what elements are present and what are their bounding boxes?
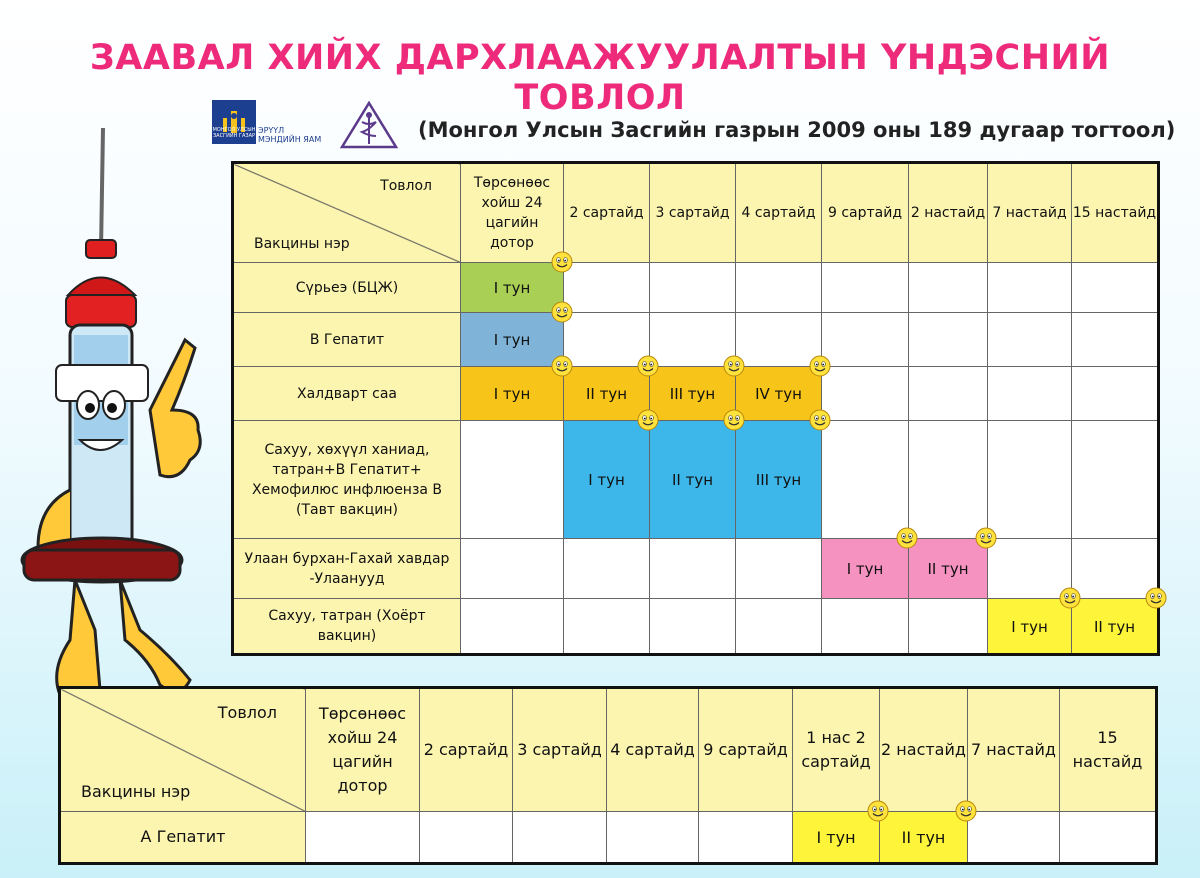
dose-label: I тун xyxy=(493,279,531,297)
page-title: ЗААВАЛ ХИЙХ ДАРХЛААЖУУЛАЛТЫН ҮНДЭСНИЙ ТОВЛОЛ xyxy=(89,38,1111,118)
empty-cell xyxy=(1072,421,1159,539)
empty-cell xyxy=(736,599,822,655)
table1-col-header: 4 сартайд xyxy=(736,163,822,263)
ministry-line2: МЭНДИЙН ЯАМ xyxy=(258,135,322,144)
table2-col-header: 15 настайд xyxy=(1060,688,1157,812)
dose-cell xyxy=(909,539,988,599)
dose-label: I тун xyxy=(493,331,531,349)
hepatitis-a-schedule-table xyxy=(58,686,1158,865)
table2-col-header: 4 сартайд xyxy=(607,688,699,812)
smiley-icon xyxy=(955,800,977,822)
dose-label: I тун xyxy=(493,385,531,403)
table2-col-header: 1 нас 2 сартайд xyxy=(793,688,880,812)
empty-cell xyxy=(461,539,564,599)
smiley-icon xyxy=(975,527,997,549)
empty-cell xyxy=(988,367,1072,421)
empty-cell xyxy=(1060,812,1157,864)
empty-cell xyxy=(564,539,650,599)
empty-cell xyxy=(909,421,988,539)
dose-label: II тун xyxy=(671,471,714,489)
empty-cell xyxy=(822,367,909,421)
empty-cell xyxy=(909,599,988,655)
dose-label: II тун xyxy=(585,385,628,403)
empty-cell xyxy=(1072,313,1159,367)
table2-col-header: 2 сартайд xyxy=(420,688,513,812)
dose-label: II тун xyxy=(901,827,946,847)
empty-cell xyxy=(968,812,1060,864)
empty-cell xyxy=(988,421,1072,539)
empty-cell xyxy=(988,263,1072,313)
table1-col-header: 2 сартайд xyxy=(564,163,650,263)
smiley-icon xyxy=(867,800,889,822)
dose-cell xyxy=(880,812,968,864)
table1-col-header: 9 сартайд xyxy=(822,163,909,263)
emblem-org-label: МОНГОЛ УЛСЫН ЗАСГИЙН ГАЗАР xyxy=(212,127,256,139)
smiley-icon xyxy=(723,409,745,431)
empty-cell xyxy=(564,599,650,655)
dose-cell xyxy=(793,812,880,864)
empty-cell xyxy=(822,263,909,313)
dose-cell xyxy=(461,263,564,313)
table-row-name: Халдварт саа xyxy=(233,367,461,421)
dose-cell xyxy=(822,539,909,599)
table2-col-header: 2 настайд xyxy=(880,688,968,812)
smiley-icon xyxy=(723,355,745,377)
corner-bottom-label: Вакцины нэр xyxy=(254,236,350,252)
dose-label: II тун xyxy=(927,560,969,578)
table2-col-header: 7 настайд xyxy=(968,688,1060,812)
empty-cell xyxy=(736,263,822,313)
dose-label: I тун xyxy=(1011,617,1048,636)
decree-note: (Монгол Улсын Засгийн газрын 2009 оны 189 дугаар тогтоол) xyxy=(418,118,1176,142)
empty-cell xyxy=(909,313,988,367)
empty-cell xyxy=(513,812,607,864)
dose-label: I тун xyxy=(816,827,856,847)
table-row-name: Сахуу, татран (Хоёрт вакцин) xyxy=(233,599,461,655)
table-row-name: А Гепатит xyxy=(60,812,306,864)
empty-cell xyxy=(650,263,736,313)
table1-col-header: Төрсөнөөс хойш 24 цагийн дотор xyxy=(461,163,564,263)
empty-cell xyxy=(909,367,988,421)
dose-label: III тун xyxy=(669,385,716,403)
empty-cell xyxy=(822,421,909,539)
empty-cell xyxy=(420,812,513,864)
empty-cell xyxy=(564,263,650,313)
vaccination-schedule-table xyxy=(231,161,1160,656)
table2-col-header: 9 сартайд xyxy=(699,688,793,812)
dose-label: I тун xyxy=(846,560,884,578)
smiley-icon xyxy=(896,527,918,549)
empty-cell xyxy=(736,539,822,599)
table1-col-header: 2 настайд xyxy=(909,163,988,263)
dose-label: III тун xyxy=(755,471,802,489)
table-row-name: Улаан бурхан-Гахай хавдар -Улаанууд xyxy=(233,539,461,599)
empty-cell xyxy=(461,599,564,655)
empty-cell xyxy=(650,599,736,655)
table1-corner-header xyxy=(233,163,461,263)
smiley-icon xyxy=(637,409,659,431)
smiley-icon xyxy=(1145,587,1167,609)
table1-col-header: 15 настайд xyxy=(1072,163,1159,263)
empty-cell xyxy=(1072,367,1159,421)
empty-cell xyxy=(822,599,909,655)
smiley-icon xyxy=(551,251,573,273)
corner-top-label: Товлол xyxy=(217,703,277,722)
dose-cell xyxy=(564,421,650,539)
empty-cell xyxy=(607,812,699,864)
corner-top-label: Товлол xyxy=(380,178,432,194)
smiley-icon xyxy=(637,355,659,377)
table2-corner-header xyxy=(60,688,306,812)
dose-label: IV тун xyxy=(755,385,802,403)
table2-col-header: Төрсөнөөс хойш 24 цагийн дотор xyxy=(306,688,420,812)
table2-col-header: 3 сартайд xyxy=(513,688,607,812)
medical-logo-icon xyxy=(338,100,400,150)
dose-label: II тун xyxy=(1093,617,1136,636)
ministry-label xyxy=(258,126,338,144)
empty-cell xyxy=(909,263,988,313)
ministry-line1: ЭРҮҮЛ xyxy=(258,126,285,135)
dose-cell xyxy=(988,599,1072,655)
table1-col-header: 7 настайд xyxy=(988,163,1072,263)
dose-cell xyxy=(1072,599,1159,655)
empty-cell xyxy=(650,539,736,599)
dose-cell xyxy=(461,367,564,421)
empty-cell xyxy=(1072,263,1159,313)
smiley-icon xyxy=(551,301,573,323)
empty-cell xyxy=(461,421,564,539)
smiley-icon xyxy=(551,355,573,377)
empty-cell xyxy=(699,812,793,864)
corner-bottom-label: Вакцины нэр xyxy=(81,782,191,801)
smiley-icon xyxy=(1059,587,1081,609)
smiley-icon xyxy=(809,355,831,377)
empty-cell xyxy=(822,313,909,367)
dose-label: I тун xyxy=(588,471,625,489)
dose-cell xyxy=(650,421,736,539)
dose-cell xyxy=(461,313,564,367)
dose-cell xyxy=(736,421,822,539)
table-row-name: В Гепатит xyxy=(233,313,461,367)
empty-cell xyxy=(306,812,420,864)
table1-col-header: 3 сартайд xyxy=(650,163,736,263)
empty-cell xyxy=(988,313,1072,367)
smiley-icon xyxy=(809,409,831,431)
table-row-name: Сахуу, хөхүүл ханиад, татран+В Гепатит+ Хемофилюс инфлюенза В (Тавт вакцин) xyxy=(233,421,461,539)
table-row-name: Сүрьеэ (БЦЖ) xyxy=(233,263,461,313)
